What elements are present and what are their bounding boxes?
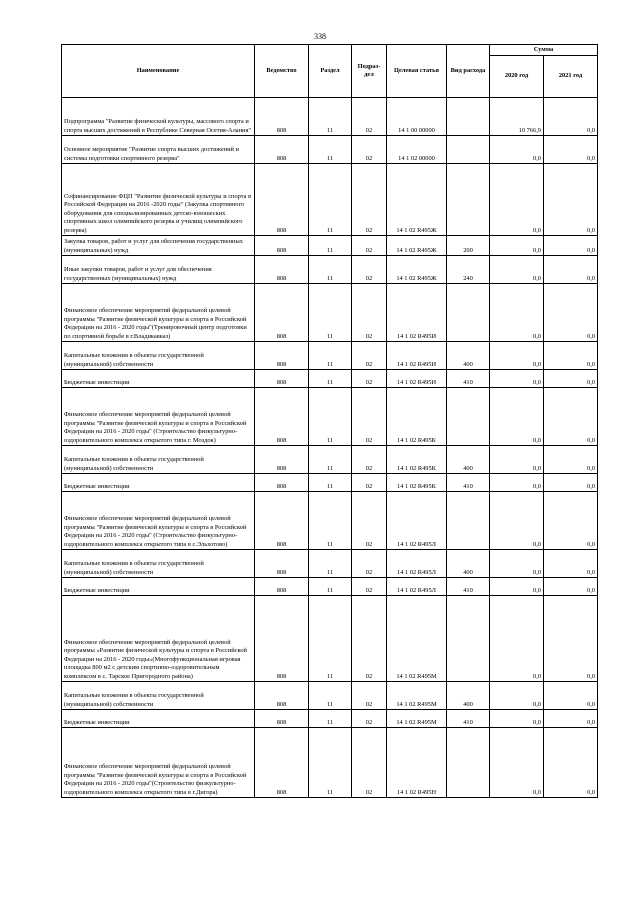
cell-expense: 400 xyxy=(447,550,490,578)
table-row xyxy=(62,388,598,446)
cell-name: Капитальные вложения в объекты государственной (муниципальной) собственности xyxy=(62,342,255,370)
cell-expense: 400 xyxy=(447,342,490,370)
cell-expense xyxy=(447,388,490,446)
table-row xyxy=(62,236,598,256)
cell-expense xyxy=(447,492,490,550)
cell-v2020: 0,0 xyxy=(490,474,544,492)
cell-expense xyxy=(447,136,490,164)
table-row xyxy=(62,550,598,578)
cell-target: 14 1 02 R495К xyxy=(387,388,447,446)
header-dept: Ведомство xyxy=(255,45,309,98)
cell-expense: 410 xyxy=(447,370,490,388)
table-row xyxy=(62,256,598,284)
cell-name: Основное мероприятие "Развитие спорта высших достижений и системы подготовки спортивного резерва" xyxy=(62,136,255,164)
table-row xyxy=(62,682,598,710)
cell-section: 11 xyxy=(309,492,352,550)
cell-sub: 02 xyxy=(352,236,387,256)
cell-expense: 410 xyxy=(447,474,490,492)
cell-v2020: 0,0 xyxy=(490,136,544,164)
cell-expense: 400 xyxy=(447,446,490,474)
cell-name: Бюджетные инвестиции xyxy=(62,710,255,728)
cell-name: Иные закупки товаров, работ и услуг для обеспечения государственных (муниципальных) нужд xyxy=(62,256,255,284)
cell-v2020: 0,0 xyxy=(490,596,544,682)
cell-sub: 02 xyxy=(352,596,387,682)
cell-name: Закупка товаров, работ и услуг для обеспечения государственных (муниципальных) нужд xyxy=(62,236,255,256)
cell-name: Бюджетные инвестиции xyxy=(62,370,255,388)
cell-name: Подпрограмма "Развитие физической культуры, массового спорта и спорта высших достижений в Республике Северная Осетия-Алания" xyxy=(62,98,255,136)
cell-expense xyxy=(447,728,490,798)
table-row xyxy=(62,596,598,682)
cell-section: 11 xyxy=(309,682,352,710)
cell-sub: 02 xyxy=(352,492,387,550)
cell-dept: 808 xyxy=(255,98,309,136)
cell-sub: 02 xyxy=(352,164,387,236)
header-section: Раздел xyxy=(309,45,352,98)
cell-target: 14 1 00 00000 xyxy=(387,98,447,136)
header-name: Наименование xyxy=(62,45,255,98)
table-row xyxy=(62,370,598,388)
cell-v2021: 0,0 xyxy=(544,164,598,236)
cell-target: 14 1 02 R495Ж xyxy=(387,164,447,236)
table-body xyxy=(62,98,598,798)
cell-sub: 02 xyxy=(352,370,387,388)
cell-target: 14 1 02 R495Ж xyxy=(387,236,447,256)
cell-target: 14 1 02 R495И xyxy=(387,284,447,342)
cell-v2021: 0,0 xyxy=(544,136,598,164)
cell-target: 14 1 02 R495Л xyxy=(387,492,447,550)
table-row xyxy=(62,474,598,492)
cell-target: 14 1 02 R495М xyxy=(387,710,447,728)
cell-dept: 808 xyxy=(255,388,309,446)
cell-name: Софинансирование ФЦП "Развитие физической культуры и спорта в Российской Федерации на 2016 -2020 годы" (Закупка спортивного оборудования для специализированных детско-юношеских спортивных школ олимпийского резерва и училищ олимпийского резерва) xyxy=(62,164,255,236)
cell-v2020: 10 766,9 xyxy=(490,98,544,136)
cell-expense xyxy=(447,98,490,136)
cell-v2021: 0,0 xyxy=(544,446,598,474)
cell-section: 11 xyxy=(309,370,352,388)
cell-v2020: 0,0 xyxy=(490,578,544,596)
cell-name: Финансовое обеспечение мероприятий федеральной целевой программы "Развитие физической культуры и спорта в Российской Федерации на 2016 - 2020 годы" (Строительство физкультурно-оздоровительного комплекса открытого типа г. Моздок) xyxy=(62,388,255,446)
table-row xyxy=(62,446,598,474)
cell-v2021: 0,0 xyxy=(544,710,598,728)
table-row xyxy=(62,728,598,798)
cell-section: 11 xyxy=(309,256,352,284)
cell-expense: 400 xyxy=(447,682,490,710)
cell-dept: 808 xyxy=(255,682,309,710)
header-expense: Вид расхода xyxy=(447,45,490,98)
cell-target: 14 1 02 R495Л xyxy=(387,578,447,596)
cell-expense: 410 xyxy=(447,710,490,728)
cell-sub: 02 xyxy=(352,710,387,728)
header-sum: Сумма xyxy=(490,45,598,56)
table-row xyxy=(62,710,598,728)
cell-section: 11 xyxy=(309,136,352,164)
cell-v2021: 0,0 xyxy=(544,596,598,682)
cell-section: 11 xyxy=(309,446,352,474)
cell-v2020: 0,0 xyxy=(490,342,544,370)
cell-v2021: 0,0 xyxy=(544,492,598,550)
cell-sub: 02 xyxy=(352,256,387,284)
cell-sub: 02 xyxy=(352,284,387,342)
cell-v2020: 0,0 xyxy=(490,256,544,284)
cell-section: 11 xyxy=(309,550,352,578)
cell-v2021: 0,0 xyxy=(544,550,598,578)
cell-section: 11 xyxy=(309,284,352,342)
cell-v2021: 0,0 xyxy=(544,578,598,596)
cell-v2021: 0,0 xyxy=(544,682,598,710)
cell-expense: 410 xyxy=(447,578,490,596)
header-2020: 2020 год xyxy=(490,56,544,98)
cell-v2021: 0,0 xyxy=(544,236,598,256)
cell-sub: 02 xyxy=(352,98,387,136)
cell-v2020: 0,0 xyxy=(490,236,544,256)
cell-sub: 02 xyxy=(352,342,387,370)
cell-name: Финансовое обеспечение мероприятий федеральной целевой программы "Развитие физической культуры и спорта в Российской Федерации на 2016 - 2020 годы"(Строительство физкультурно-оздоровительного комплекса открытого типа в г.Дигора) xyxy=(62,728,255,798)
cell-sub: 02 xyxy=(352,136,387,164)
cell-dept: 808 xyxy=(255,284,309,342)
cell-section: 11 xyxy=(309,710,352,728)
cell-target: 14 1 02 R495М xyxy=(387,596,447,682)
cell-sub: 02 xyxy=(352,446,387,474)
cell-section: 11 xyxy=(309,342,352,370)
cell-section: 11 xyxy=(309,474,352,492)
cell-section: 11 xyxy=(309,578,352,596)
cell-v2020: 0,0 xyxy=(490,728,544,798)
cell-section: 11 xyxy=(309,728,352,798)
cell-expense: 200 xyxy=(447,236,490,256)
cell-section: 11 xyxy=(309,164,352,236)
cell-sub: 02 xyxy=(352,474,387,492)
cell-dept: 808 xyxy=(255,474,309,492)
cell-name: Бюджетные инвестиции xyxy=(62,578,255,596)
cell-target: 14 1 02 R495Л xyxy=(387,550,447,578)
cell-section: 11 xyxy=(309,98,352,136)
cell-name: Бюджетные инвестиции xyxy=(62,474,255,492)
cell-v2020: 0,0 xyxy=(490,682,544,710)
cell-sub: 02 xyxy=(352,728,387,798)
cell-dept: 808 xyxy=(255,578,309,596)
header-subsection: Подраз-дел xyxy=(352,45,387,98)
cell-v2020: 0,0 xyxy=(490,284,544,342)
header-target: Целевая статья xyxy=(387,45,447,98)
cell-target: 14 1 02 R495И xyxy=(387,370,447,388)
cell-target: 14 1 02 R495К xyxy=(387,474,447,492)
cell-v2021: 0,0 xyxy=(544,728,598,798)
cell-v2021: 0,0 xyxy=(544,98,598,136)
cell-name: Финансовое обеспечение мероприятий федеральной целевой программы "Развитие физической культуры и спорта в Российской Федерации на 2016 - 2020 годы" (Строительство физкультурно-оздоровительного комплекса открытого типа в с.Эльхотово) xyxy=(62,492,255,550)
cell-sub: 02 xyxy=(352,578,387,596)
table-row xyxy=(62,98,598,136)
cell-expense xyxy=(447,164,490,236)
cell-expense xyxy=(447,284,490,342)
cell-v2020: 0,0 xyxy=(490,710,544,728)
cell-v2021: 0,0 xyxy=(544,342,598,370)
cell-v2020: 0,0 xyxy=(490,388,544,446)
cell-dept: 808 xyxy=(255,728,309,798)
cell-dept: 808 xyxy=(255,236,309,256)
cell-dept: 808 xyxy=(255,342,309,370)
cell-dept: 808 xyxy=(255,596,309,682)
cell-name: Финансовое обеспечение мероприятий федеральной целевой программы «Развитие физической культуры и спорта в Российской Федерации на 2016 - 2020 годы»(Многофункциональная игровая площадка 800 м2 с детским спортивно-оздоровительным комплексом в с. Тарское Пригородного района) xyxy=(62,596,255,682)
cell-dept: 808 xyxy=(255,550,309,578)
cell-target: 14 1 02 R495К xyxy=(387,446,447,474)
cell-v2020: 0,0 xyxy=(490,446,544,474)
cell-v2021: 0,0 xyxy=(544,256,598,284)
cell-sub: 02 xyxy=(352,388,387,446)
cell-target: 14 1 02 R495М xyxy=(387,682,447,710)
table-row xyxy=(62,342,598,370)
cell-v2020: 0,0 xyxy=(490,492,544,550)
cell-target: 14 1 02 R495Н xyxy=(387,728,447,798)
cell-v2021: 0,0 xyxy=(544,388,598,446)
cell-dept: 808 xyxy=(255,370,309,388)
cell-dept: 808 xyxy=(255,256,309,284)
cell-section: 11 xyxy=(309,236,352,256)
cell-expense xyxy=(447,596,490,682)
cell-name: Капитальные вложения в объекты государственной (муниципальной) собственности xyxy=(62,446,255,474)
cell-name: Финансовое обеспечение мероприятий федеральной целевой программы "Развитие физической культуры и спорта в Российской Федерации на 2016 - 2020 годы"(Тренировочный центр подготовки по спортивной борьбе в г.Владикавказ) xyxy=(62,284,255,342)
cell-dept: 808 xyxy=(255,710,309,728)
page-number: 338 xyxy=(314,32,326,41)
cell-v2020: 0,0 xyxy=(490,370,544,388)
table-row xyxy=(62,578,598,596)
cell-dept: 808 xyxy=(255,164,309,236)
cell-v2021: 0,0 xyxy=(544,474,598,492)
cell-section: 11 xyxy=(309,596,352,682)
cell-dept: 808 xyxy=(255,446,309,474)
cell-target: 14 1 02 00000 xyxy=(387,136,447,164)
header-2021: 2021 год xyxy=(544,56,598,98)
cell-section: 11 xyxy=(309,388,352,446)
cell-target: 14 1 02 R495Ж xyxy=(387,256,447,284)
cell-dept: 808 xyxy=(255,136,309,164)
cell-v2020: 0,0 xyxy=(490,164,544,236)
cell-expense: 240 xyxy=(447,256,490,284)
cell-target: 14 1 02 R495И xyxy=(387,342,447,370)
cell-v2020: 0,0 xyxy=(490,550,544,578)
table-row xyxy=(62,136,598,164)
table-row xyxy=(62,284,598,342)
cell-name: Капитальные вложения в объекты государственной (муниципальной) собственности xyxy=(62,550,255,578)
cell-name: Капитальные вложения в объекты государственной (муниципальной) собственности xyxy=(62,682,255,710)
cell-v2021: 0,0 xyxy=(544,284,598,342)
budget-table xyxy=(61,44,598,798)
table-row xyxy=(62,492,598,550)
table-row xyxy=(62,164,598,236)
cell-sub: 02 xyxy=(352,550,387,578)
cell-sub: 02 xyxy=(352,682,387,710)
cell-v2021: 0,0 xyxy=(544,370,598,388)
cell-dept: 808 xyxy=(255,492,309,550)
